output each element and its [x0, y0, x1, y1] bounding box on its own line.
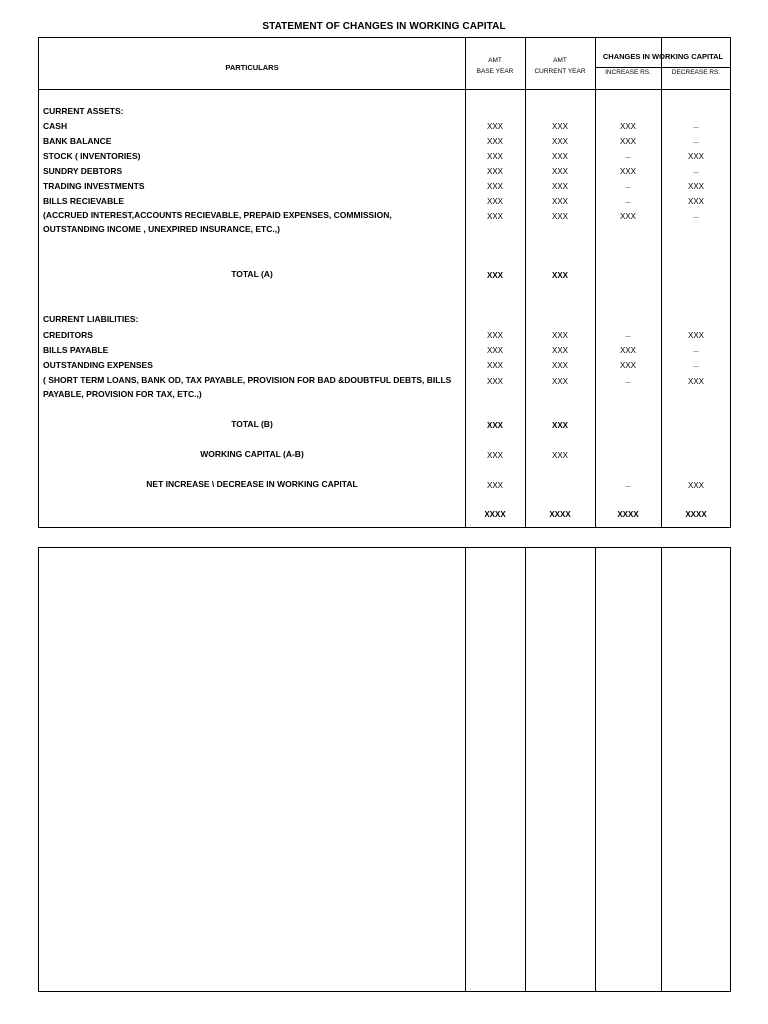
grand-total-current: XXXX: [549, 510, 571, 519]
header-divider: [39, 89, 730, 90]
row-label: BILLS PAYABLE: [43, 345, 109, 355]
row-base-value: XXX: [486, 137, 503, 146]
row-increase-value: XXX: [619, 167, 636, 176]
row-label: OUTSTANDING EXPENSES: [43, 360, 153, 370]
row-current-value: XXX: [551, 152, 568, 161]
col-divider: [595, 548, 596, 991]
col-divider: [661, 38, 662, 527]
row-label: CREDITORS: [43, 330, 93, 340]
net-change-decrease: XXX: [687, 481, 704, 490]
total-b-base: XXX: [486, 421, 503, 430]
total-a-current: XXX: [551, 271, 568, 280]
row-increase-value: XXX: [619, 137, 636, 146]
row-current-value: XXX: [551, 361, 568, 370]
header-amt-current-line1: AMT: [553, 57, 567, 64]
row-base-value: XXX: [486, 361, 503, 370]
row-current-value: XXX: [551, 182, 568, 191]
total-b-label: TOTAL (B): [231, 419, 273, 429]
col-divider: [465, 548, 466, 991]
row-current-value: XXX: [551, 137, 568, 146]
total-a-label: TOTAL (A): [231, 269, 273, 279]
row-label: (ACCRUED INTEREST,ACCOUNTS RECIEVABLE, PREPAID EXPENSES, COMMISSION, OUTSTANDING INCOME , UNEXPIRED INSURANCE, ETC.,): [43, 210, 392, 234]
row-base-value: XXX: [486, 167, 503, 176]
row-increase-value: XXX: [619, 212, 636, 221]
row-increase-value: _: [625, 328, 631, 338]
row-decrease-value: XXX: [687, 377, 704, 386]
row-base-value: XXX: [486, 197, 503, 206]
row-base-value: XXX: [486, 212, 503, 221]
net-change-label: NET INCREASE \ DECREASE IN WORKING CAPITAL: [146, 479, 358, 489]
row-increase-value: XXX: [619, 346, 636, 355]
net-change-increase: _: [625, 478, 631, 488]
row-base-value: XXX: [486, 331, 503, 340]
row-label: STOCK ( INVENTORIES): [43, 151, 141, 161]
row-label: BILLS RECIEVABLE: [43, 196, 125, 206]
row-increase-value: XXX: [619, 122, 636, 131]
row-increase-value: XXX: [619, 361, 636, 370]
row-decrease-value: XXX: [687, 182, 704, 191]
row-label: CASH: [43, 121, 68, 131]
row-current-value: XXX: [551, 167, 568, 176]
header-amt-current-line2: CURRENT YEAR: [534, 68, 586, 75]
row-label: TRADING INVESTMENTS: [43, 181, 145, 191]
row-decrease-value: _: [693, 343, 699, 353]
header-amt-base: [465, 55, 525, 77]
row-decrease-value: XXX: [687, 331, 704, 340]
row-base-value: XXX: [486, 346, 503, 355]
row-decrease-value: XXX: [687, 197, 704, 206]
row-decrease-value: _: [693, 209, 699, 219]
row-current-value: XXX: [551, 331, 568, 340]
net-change-base: XXX: [486, 481, 503, 490]
row-current-value: XXX: [551, 197, 568, 206]
header-particulars: PARTICULARS: [225, 63, 279, 72]
row-current-value: XXX: [551, 212, 568, 221]
row-decrease-value: XXX: [687, 152, 704, 161]
header-amt-base-line1: AMT: [488, 57, 502, 64]
header-changes: CHANGES IN WORKING CAPITAL: [602, 52, 724, 61]
total-a-base: XXX: [486, 271, 503, 280]
total-b-current: XXX: [551, 421, 568, 430]
header-amt-current: [525, 55, 595, 77]
grand-total-base: XXXX: [484, 510, 506, 519]
row-decrease-value: _: [693, 119, 699, 129]
row-base-value: XXX: [486, 377, 503, 386]
header-decrease: DECREASE RS.: [671, 69, 721, 76]
working-capital-label: WORKING CAPITAL (A-B): [200, 449, 304, 459]
col-divider: [595, 38, 596, 527]
row-label: BANK BALANCE: [43, 136, 112, 146]
blank-table: [38, 547, 731, 992]
row-decrease-value: _: [693, 164, 699, 174]
working-capital-base: XXX: [486, 451, 503, 460]
row-decrease-value: _: [693, 358, 699, 368]
grand-total-increase: XXXX: [617, 510, 639, 519]
row-increase-value: _: [625, 179, 631, 189]
row-label: ( SHORT TERM LOANS, BANK OD, TAX PAYABLE, PROVISION FOR BAD &DOUBTFUL DEBTS, BILLS PAYABLE, PROVISION FOR TAX, ETC.,): [43, 375, 452, 399]
row-current-value: XXX: [551, 346, 568, 355]
row-increase-value: _: [625, 194, 631, 204]
header-increase: INCREASE RS.: [605, 69, 651, 76]
row-current-value: XXX: [551, 122, 568, 131]
row-base-value: XXX: [486, 122, 503, 131]
statement-table: [38, 37, 731, 528]
row-decrease-value: _: [693, 134, 699, 144]
col-divider: [525, 548, 526, 991]
col-divider: [661, 548, 662, 991]
section-heading: CURRENT ASSETS:: [43, 106, 124, 116]
grand-total-decrease: XXXX: [685, 510, 707, 519]
row-base-value: XXX: [486, 182, 503, 191]
page-title: STATEMENT OF CHANGES IN WORKING CAPITAL: [262, 21, 506, 32]
working-capital-current: XXX: [551, 451, 568, 460]
section-heading: CURRENT LIABILITIES:: [43, 314, 139, 324]
header-amt-base-line2: BASE YEAR: [476, 68, 514, 75]
row-label: SUNDRY DEBTORS: [43, 166, 123, 176]
row-current-value: XXX: [551, 377, 568, 386]
row-base-value: XXX: [486, 152, 503, 161]
row-increase-value: _: [625, 374, 631, 384]
row-increase-value: _: [625, 149, 631, 159]
